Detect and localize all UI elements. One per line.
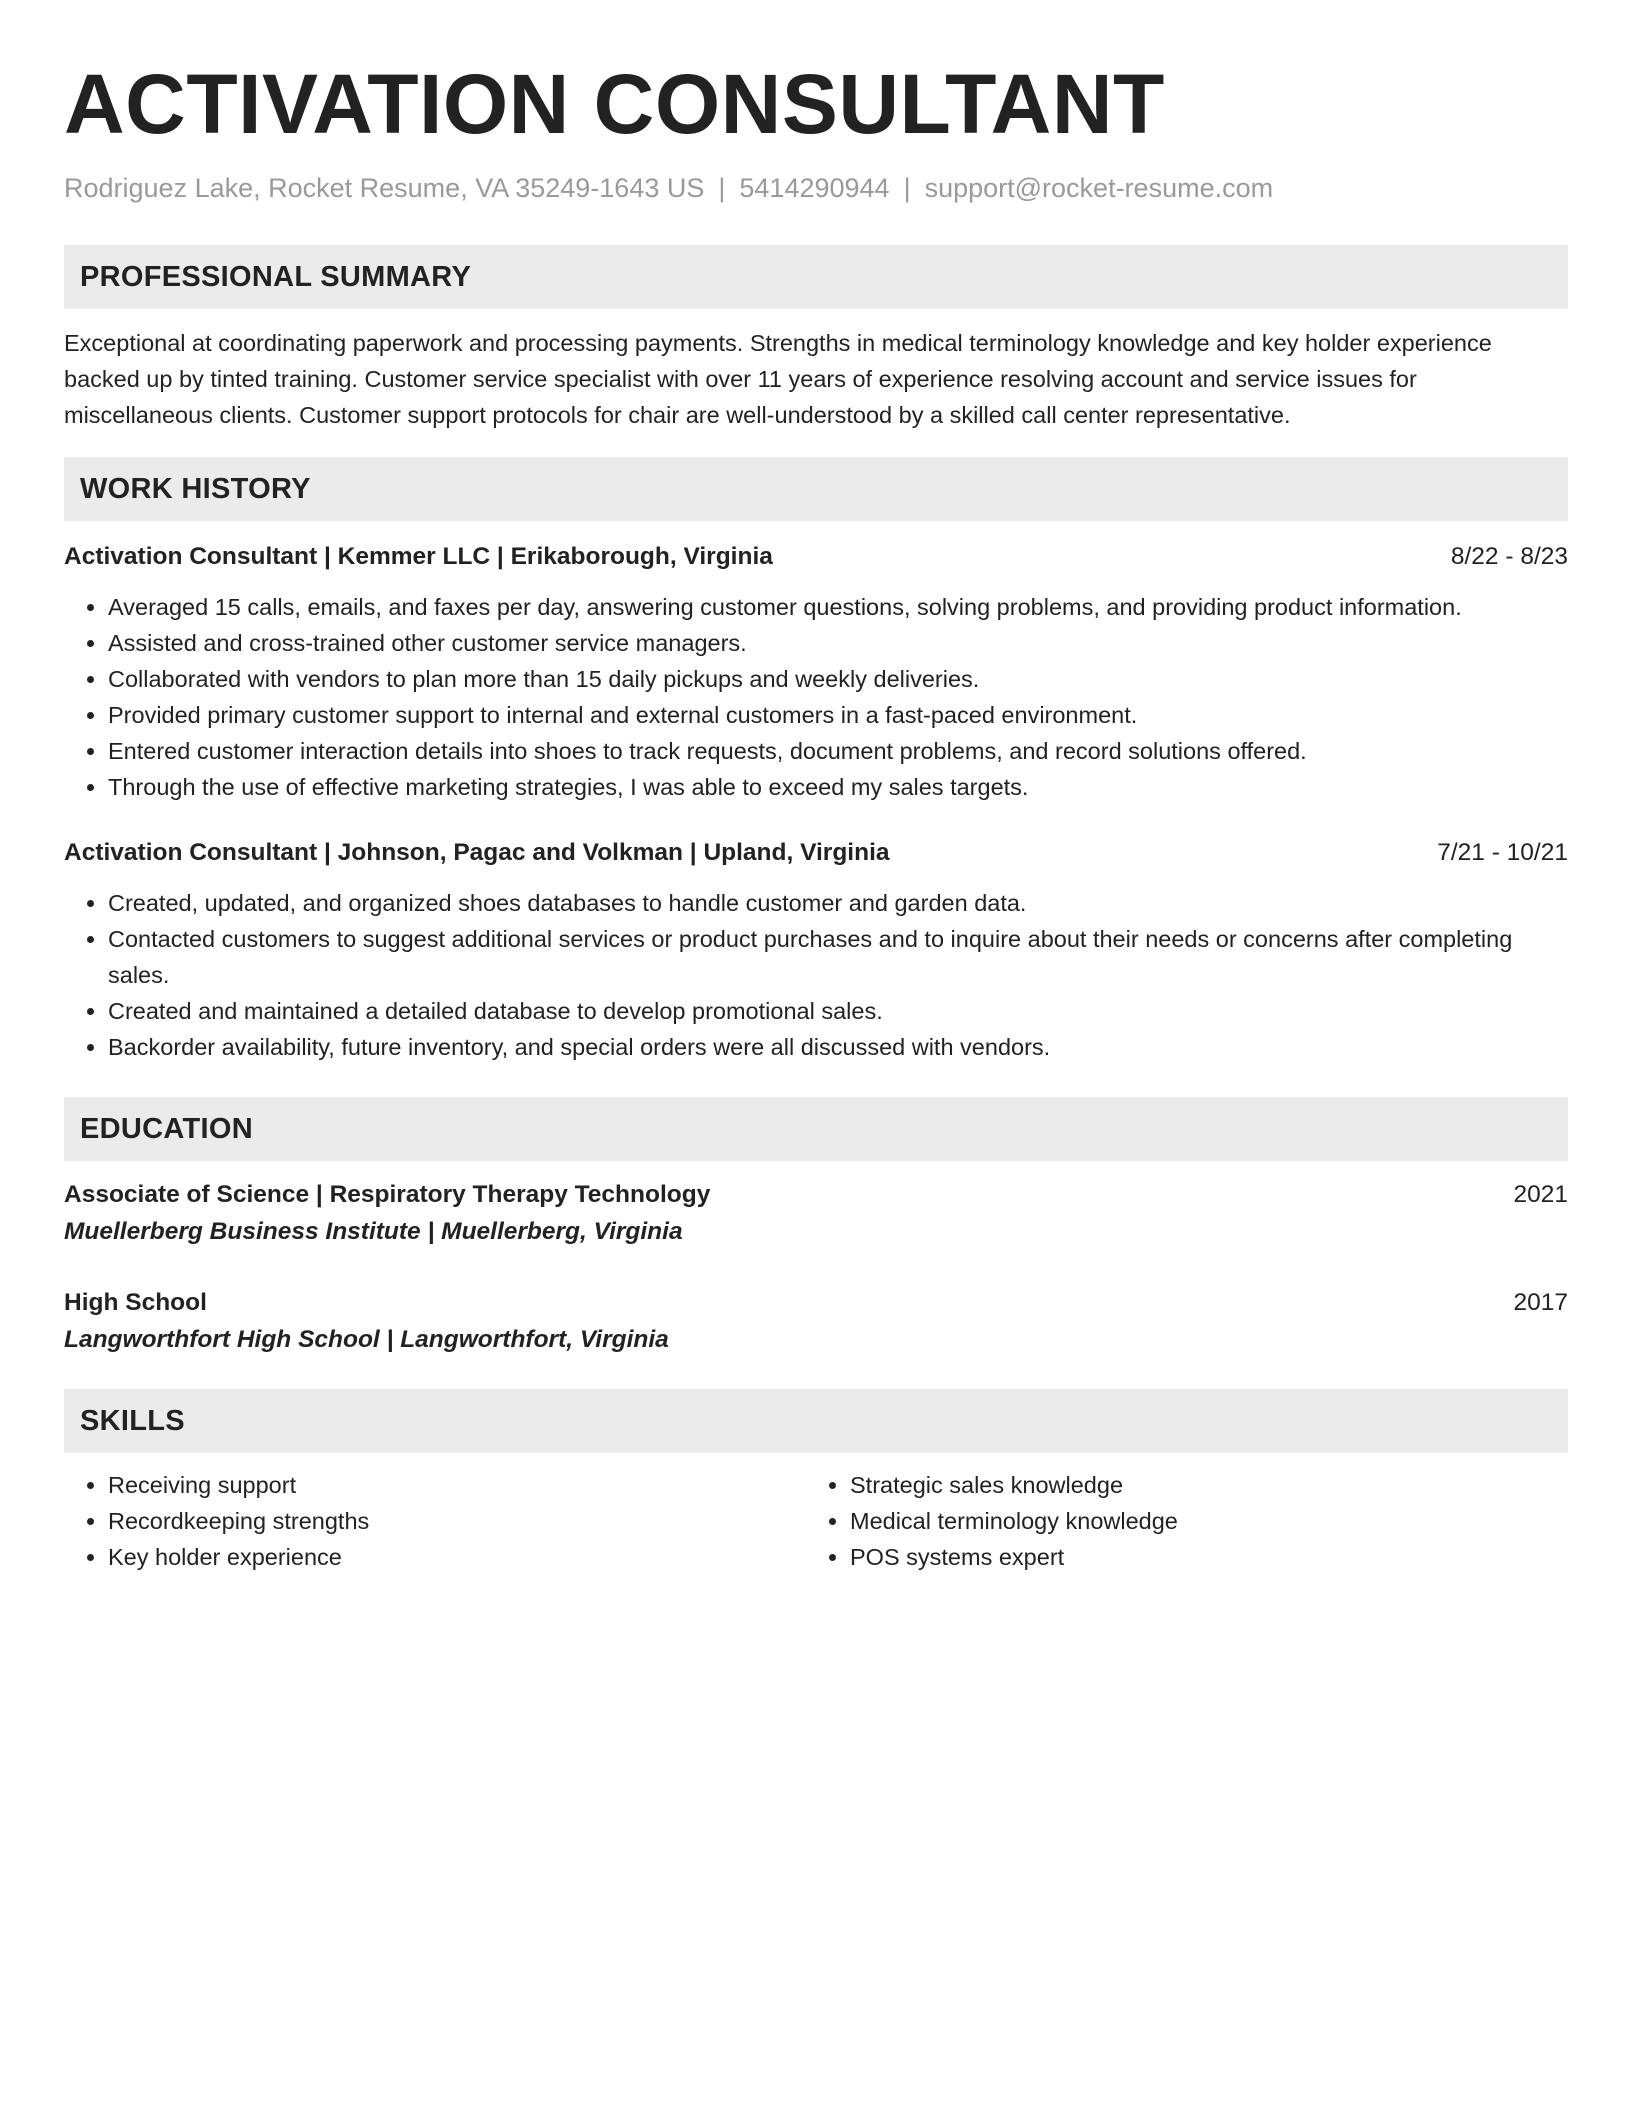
job-bullet: • Created, updated, and organized shoes databases to handle customer and garden data. — [108, 885, 1568, 921]
skills-list — [64, 1467, 1568, 1575]
job-bullet: • Backorder availability, future inventory, and special orders were all discussed with vendors. — [108, 1029, 1568, 1065]
education-year: 2021 — [1513, 1181, 1568, 1209]
skill-item: • POS systems expert — [850, 1539, 1566, 1575]
contact-separator: | — [718, 173, 726, 203]
job-bullet: • Provided primary customer support to internal and external customers in a fast-paced environment. — [108, 697, 1568, 733]
skills-column-left — [64, 1467, 806, 1575]
education-school: Muellerberg Business Institute | Muellerberg, Virginia — [64, 1218, 683, 1246]
skill-item: • Medical terminology knowledge — [850, 1503, 1566, 1539]
job-bullet: • Through the use of effective marketing strategies, I was able to exceed my sales targets. — [108, 769, 1568, 805]
summary-text: Exceptional at coordinating paperwork and processing payments. Strengths in medical terminology knowledge and key holder experience backed up by tinted training. Customer service specialist with over 11 years of experience resolving account and service issues for miscellaneous clients. Customer support protocols for chair are well-understood by a skilled call center representative. — [64, 330, 1492, 429]
job-entry — [64, 835, 1568, 1065]
education-heading-row — [64, 1177, 1568, 1213]
skill-item: • Receiving support — [108, 1467, 806, 1503]
job-heading-row — [64, 539, 1568, 575]
education-entry — [64, 1177, 1568, 1251]
education-heading-row — [64, 1285, 1568, 1321]
skill-item: • Key holder experience — [108, 1539, 806, 1575]
job-dates: 8/22 - 8/23 — [1450, 543, 1568, 571]
job-bullet: • Assisted and cross-trained other customer service managers. — [108, 625, 1568, 661]
skill-item: • Recordkeeping strengths — [108, 1503, 806, 1539]
job-bullet: • Averaged 15 calls, emails, and faxes per day, answering customer questions, solving problems, and providing product information. — [108, 589, 1568, 625]
education-year: 2017 — [1513, 1289, 1568, 1317]
section-header-summary: PROFESSIONAL SUMMARY — [64, 245, 1568, 309]
job-bullet: • Entered customer interaction details into shoes to track requests, document problems, and record solutions offered. — [108, 733, 1568, 769]
skill-item: • Strategic sales knowledge — [850, 1467, 1566, 1503]
section-header-work-history: WORK HISTORY — [64, 457, 1568, 521]
education-school: Langworthfort High School | Langworthfort, Virginia — [64, 1326, 669, 1354]
job-title: Activation Consultant | Kemmer LLC | Erikaborough, Virginia — [64, 543, 773, 571]
job-bullet: • Collaborated with vendors to plan more than 15 daily pickups and weekly deliveries. — [108, 661, 1568, 697]
contact-address: Rodriguez Lake, Rocket Resume, VA 35249-1643 US — [64, 173, 705, 203]
section-header-education: EDUCATION — [64, 1097, 1568, 1161]
skills-column-right — [806, 1467, 1566, 1575]
resume-title: ACTIVATION CONSULTANT — [64, 57, 1165, 151]
education-degree: Associate of Science | Respiratory Therapy Technology — [64, 1181, 711, 1209]
job-heading-row — [64, 835, 1568, 871]
education-degree: High School — [64, 1289, 207, 1317]
job-bullet: • Created and maintained a detailed database to develop promotional sales. — [108, 993, 1568, 1029]
job-bullets — [64, 589, 1568, 805]
section-header-skills: SKILLS — [64, 1389, 1568, 1453]
job-bullet: • Contacted customers to suggest additional services or product purchases and to inquire about their needs or concerns after completing sales. — [108, 921, 1568, 993]
contact-separator: | — [903, 173, 911, 203]
job-bullets — [64, 885, 1568, 1065]
job-title: Activation Consultant | Johnson, Pagac and Volkman | Upland, Virginia — [64, 839, 890, 867]
job-entry — [64, 539, 1568, 805]
contact-phone: 5414290944 — [739, 173, 890, 203]
contact-email: support@rocket-resume.com — [924, 173, 1274, 203]
education-entry — [64, 1285, 1568, 1359]
contact-line — [64, 172, 1568, 204]
job-dates: 7/21 - 10/21 — [1437, 839, 1568, 867]
